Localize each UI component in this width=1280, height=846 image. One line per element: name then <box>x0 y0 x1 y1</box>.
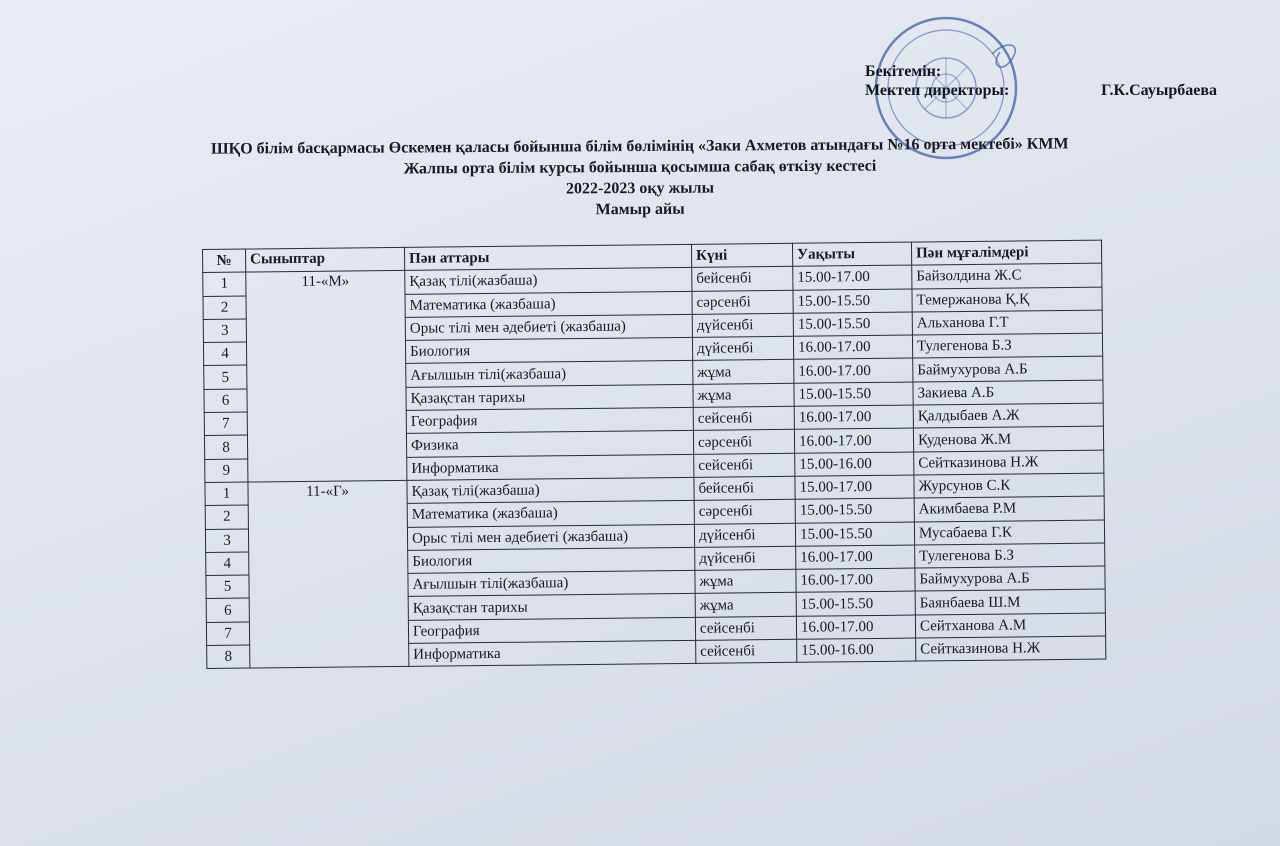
subject-cell: География <box>408 617 695 643</box>
row-number: 5 <box>206 575 249 599</box>
director-title: Мектеп директоры: <box>865 82 1010 99</box>
teacher-cell: Қалдыбаев А.Ж <box>913 403 1103 428</box>
time-cell: 16.00-17.00 <box>796 545 915 570</box>
subject-cell: Орыс тілі мен әдебиеті (жазбаша) <box>405 314 692 340</box>
subject-cell: Информатика <box>407 454 694 480</box>
heading-title: Жалпы орта білім курсы бойынша қосымша сабақ өткізу кестесі <box>403 157 877 178</box>
day-cell: бейсенбі <box>692 267 793 291</box>
row-number: 9 <box>205 459 248 483</box>
day-cell: сәрсенбі <box>692 290 793 314</box>
row-number: 3 <box>203 319 246 343</box>
time-cell: 15.00-15.50 <box>794 382 913 407</box>
subject-cell: Физика <box>406 431 693 457</box>
teacher-cell: Мусабаева Г.К <box>914 520 1104 545</box>
teacher-cell: Темержанова Қ.Қ <box>912 287 1102 312</box>
row-number: 2 <box>205 505 248 529</box>
time-cell: 15.00-17.00 <box>793 265 912 290</box>
subject-cell: Қазақ тілі(жазбаша) <box>407 477 694 503</box>
row-number: 2 <box>203 296 246 320</box>
row-number: 4 <box>206 552 249 576</box>
class-cell: 11-«Г» <box>248 480 409 668</box>
subject-cell: Ағылшын тілі(жазбаша) <box>406 361 693 387</box>
row-number: 8 <box>207 645 250 669</box>
header-time: Уақыты <box>792 242 911 267</box>
subject-cell: Математика (жазбаша) <box>407 501 694 527</box>
teacher-cell: Куденова Ж.М <box>913 426 1103 451</box>
subject-cell: Математика (жазбаша) <box>405 291 692 317</box>
row-number: 7 <box>204 412 247 436</box>
teacher-cell: Тулегенова Б.З <box>912 333 1102 358</box>
subject-cell: Информатика <box>409 640 696 666</box>
subject-cell: Қазақстан тарихы <box>408 594 695 620</box>
day-cell: дүйсенбі <box>692 313 793 337</box>
approval-label: Бекітемін: <box>865 63 942 80</box>
time-cell: 15.00-16.00 <box>795 452 914 477</box>
time-cell: 16.00-17.00 <box>794 359 913 384</box>
table-body <box>203 263 1106 668</box>
teacher-cell: Акимбаева Р.М <box>914 496 1104 521</box>
header-subject: Пән аттары <box>404 244 691 270</box>
row-number: 7 <box>206 622 249 646</box>
time-cell: 16.00-17.00 <box>794 405 913 430</box>
day-cell: дүйсенбі <box>695 546 796 570</box>
heading-month: Мамыр айы <box>595 200 685 219</box>
time-cell: 16.00-17.00 <box>796 615 915 640</box>
day-cell: жұма <box>693 360 794 384</box>
row-number: 4 <box>203 342 246 366</box>
subject-cell: Биология <box>405 338 692 364</box>
row-number: 1 <box>203 272 246 296</box>
heading-year: 2022-2023 оқу жылы <box>565 179 715 198</box>
teacher-cell: Тулегенова Б.З <box>915 543 1105 568</box>
teacher-cell: Баймухурова А.Б <box>913 357 1103 382</box>
teacher-cell: Баянбаева Ш.М <box>915 590 1105 615</box>
teacher-cell: Сейтказинова Н.Ж <box>916 636 1106 661</box>
day-cell: дүйсенбі <box>694 523 795 547</box>
day-cell: жұма <box>695 569 796 593</box>
document-heading <box>120 133 1160 223</box>
day-cell: дүйсенбі <box>692 336 793 360</box>
day-cell: бейсенбі <box>694 476 795 500</box>
schedule-table <box>202 240 1106 670</box>
row-number: 6 <box>204 389 247 413</box>
teacher-cell: Альханова Г.Т <box>912 310 1102 335</box>
subject-cell: Биология <box>408 547 695 573</box>
time-cell: 15.00-15.50 <box>796 592 915 617</box>
approval-block <box>865 62 1225 100</box>
time-cell: 16.00-17.00 <box>796 568 915 593</box>
time-cell: 15.00-15.50 <box>795 522 914 547</box>
subject-cell: Орыс тілі мен әдебиеті (жазбаша) <box>407 524 694 550</box>
day-cell: сейсенбі <box>693 406 794 430</box>
time-cell: 15.00-15.50 <box>793 312 912 337</box>
row-number: 3 <box>205 529 248 553</box>
header-day: Күні <box>691 243 792 267</box>
day-cell: сәрсенбі <box>693 430 794 454</box>
time-cell: 15.00-17.00 <box>795 475 914 500</box>
subject-cell: География <box>406 407 693 433</box>
day-cell: сейсенбі <box>695 616 796 640</box>
time-cell: 16.00-17.00 <box>793 335 912 360</box>
time-cell: 15.00-15.50 <box>795 498 914 523</box>
day-cell: сейсенбі <box>694 453 795 477</box>
subject-cell: Ағылшын тілі(жазбаша) <box>408 571 695 597</box>
time-cell: 16.00-17.00 <box>794 428 913 453</box>
heading-organization: ШҚО білім басқармасы Өскемен қаласы бойынша білім бөлімінің «Заки Ахметов атындағы №16 орта мектебі» КММ <box>210 135 1069 158</box>
header-teacher: Пән мұғалімдері <box>911 240 1101 265</box>
teacher-cell: Байзолдина Ж.С <box>912 263 1102 288</box>
teacher-cell: Сейтказинова Н.Ж <box>914 450 1104 475</box>
row-number: 5 <box>204 366 247 390</box>
schedule-table-wrapper <box>202 240 1106 670</box>
teacher-cell: Баймухурова А.Б <box>915 566 1105 591</box>
row-number: 1 <box>205 482 248 506</box>
teacher-cell: Сейтханова А.М <box>915 613 1105 638</box>
teacher-cell: Журсунов С.К <box>914 473 1104 498</box>
day-cell: сәрсенбі <box>694 500 795 524</box>
day-cell: жұма <box>693 383 794 407</box>
row-number: 8 <box>204 435 247 459</box>
teacher-cell: Закиева А.Б <box>913 380 1103 405</box>
director-name: Г.К.Сауырбаева <box>1101 82 1217 99</box>
time-cell: 15.00-16.00 <box>797 638 916 663</box>
row-number: 6 <box>206 598 249 622</box>
class-cell: 11-«М» <box>246 271 407 482</box>
day-cell: сейсенбі <box>696 639 797 663</box>
time-cell: 15.00-15.50 <box>793 289 912 314</box>
day-cell: жұма <box>695 593 796 617</box>
subject-cell: Қазақстан тарихы <box>406 384 693 410</box>
subject-cell: Қазақ тілі(жазбаша) <box>405 268 692 294</box>
header-class: Сыныптар <box>246 247 405 272</box>
header-number: № <box>203 249 246 273</box>
